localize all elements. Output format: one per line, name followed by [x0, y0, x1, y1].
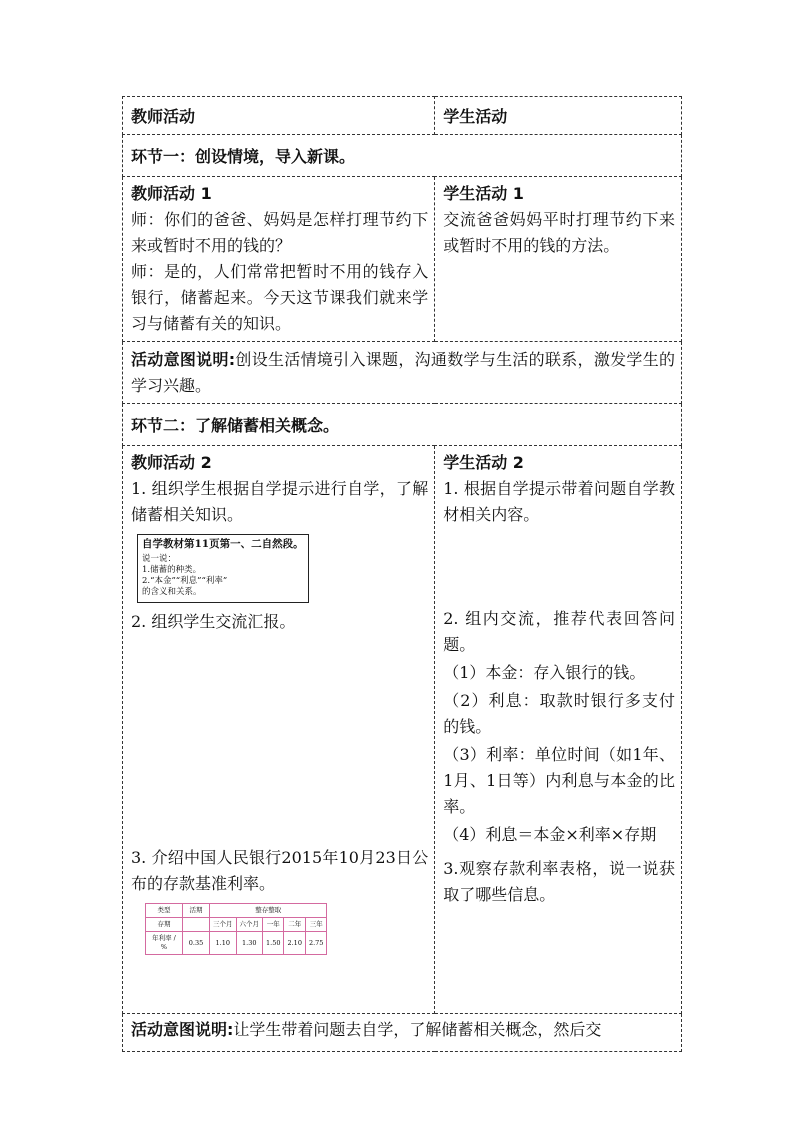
student-activity-1-title: 学生活动 1 [443, 184, 524, 203]
rate-annual-label: 年利率 / % [146, 932, 183, 955]
teacher-item-3: 3. 介绍中国人民银行2015年10月23日公布的存款基准利率。 [131, 848, 429, 893]
rate-term: 六个月 [236, 918, 263, 932]
teacher-activity-1 [123, 177, 435, 342]
spacer [443, 848, 675, 856]
teacher-item-1: 1. 组织学生根据自学提示进行自学，了解储蓄相关知识。 [131, 479, 429, 524]
teacher-activity-1-title: 教师活动 1 [131, 184, 212, 203]
student-item-2: 2. 组内交流，推荐代表回答问题。 [443, 609, 675, 654]
rate-fixed-label: 整存整取 [210, 904, 327, 918]
spacer [443, 528, 675, 606]
prompt-line: 说一说： [142, 554, 177, 564]
rate-current-label: 活期 [183, 904, 210, 918]
intent-label: 活动意图说明: [131, 1020, 234, 1039]
rate-term: 一年 [263, 918, 284, 932]
student-activity-2 [435, 446, 682, 1014]
rate-term: 三个月 [210, 918, 237, 932]
rate-value: 1.50 [263, 932, 284, 955]
rate-value: 1.10 [210, 932, 237, 955]
student-definition: （2）利息：取款时银行多支付的钱。 [443, 691, 675, 736]
intent-text: 让学生带着问题去自学，了解储蓄相关概念，然后交 [233, 1020, 602, 1039]
rate-value: 1.30 [236, 932, 263, 955]
rate-term: 二年 [284, 918, 305, 932]
student-item-1: 1. 根据自学提示带着问题自学教材相关内容。 [443, 479, 675, 524]
teacher-activity-2-title: 教师活动 2 [131, 453, 212, 472]
intent-2 [123, 1014, 682, 1052]
rate-current-value: 0.35 [183, 932, 210, 955]
section1-title: 环节一：创设情境，导入新课。 [123, 135, 682, 177]
rate-blank-cell [183, 918, 210, 932]
teacher-activity-2 [123, 446, 435, 1014]
student-activity-1 [435, 177, 682, 342]
prompt-line: 2.“本金”“利息”“利率” [142, 576, 228, 586]
intent-text: 创设生活情境引入课题，沟通数学与生活的联系，激发学生的学习兴趣。 [131, 350, 675, 395]
student-definition: （3）利率：单位时间（如1年、1月、1日等）内利息与本金的比率。 [443, 745, 675, 816]
self-study-prompt-box [137, 534, 309, 603]
rate-type-label: 类型 [146, 904, 183, 918]
prompt-line: 的含义和关系。 [142, 587, 202, 597]
section2-title: 环节二：了解储蓄相关概念。 [123, 404, 682, 446]
rate-term-label: 存期 [146, 918, 183, 932]
prompt-line: 1.储蓄的种类。 [142, 565, 202, 575]
spacer [131, 635, 428, 845]
lesson-table [122, 96, 682, 1052]
rate-value: 2.75 [305, 932, 326, 955]
teacher-line: 师：你们的爸爸、妈妈是怎样打理节约下来或暂时不用的钱的？ [131, 210, 429, 255]
header-student: 学生活动 [435, 97, 682, 135]
teacher-line: 师：是的，人们常常把暂时不用的钱存入银行，储蓄起来。今天这节课我们就来学习与储蓄有关的知识。 [131, 262, 429, 333]
rate-value: 2.10 [284, 932, 305, 955]
interest-rate-table [145, 903, 327, 955]
student-item-3: 3.观察存款利率表格，说一说获取了哪些信息。 [443, 859, 675, 904]
student-definition: （4）利息＝本金×利率×存期 [443, 825, 657, 844]
rate-term: 三年 [305, 918, 326, 932]
prompt-box-title: 自学教材第11页第一、二自然段。 [142, 538, 304, 550]
intent-1 [123, 342, 682, 404]
intent-label: 活动意图说明: [131, 350, 236, 369]
student-definition: （1）本金：存入银行的钱。 [443, 663, 646, 682]
student-activity-2-title: 学生活动 2 [443, 453, 524, 472]
student-line: 交流爸爸妈妈平时打理节约下来或暂时不用的钱的方法。 [443, 210, 675, 255]
teacher-item-2: 2. 组织学生交流汇报。 [131, 612, 296, 631]
header-teacher: 教师活动 [123, 97, 435, 135]
